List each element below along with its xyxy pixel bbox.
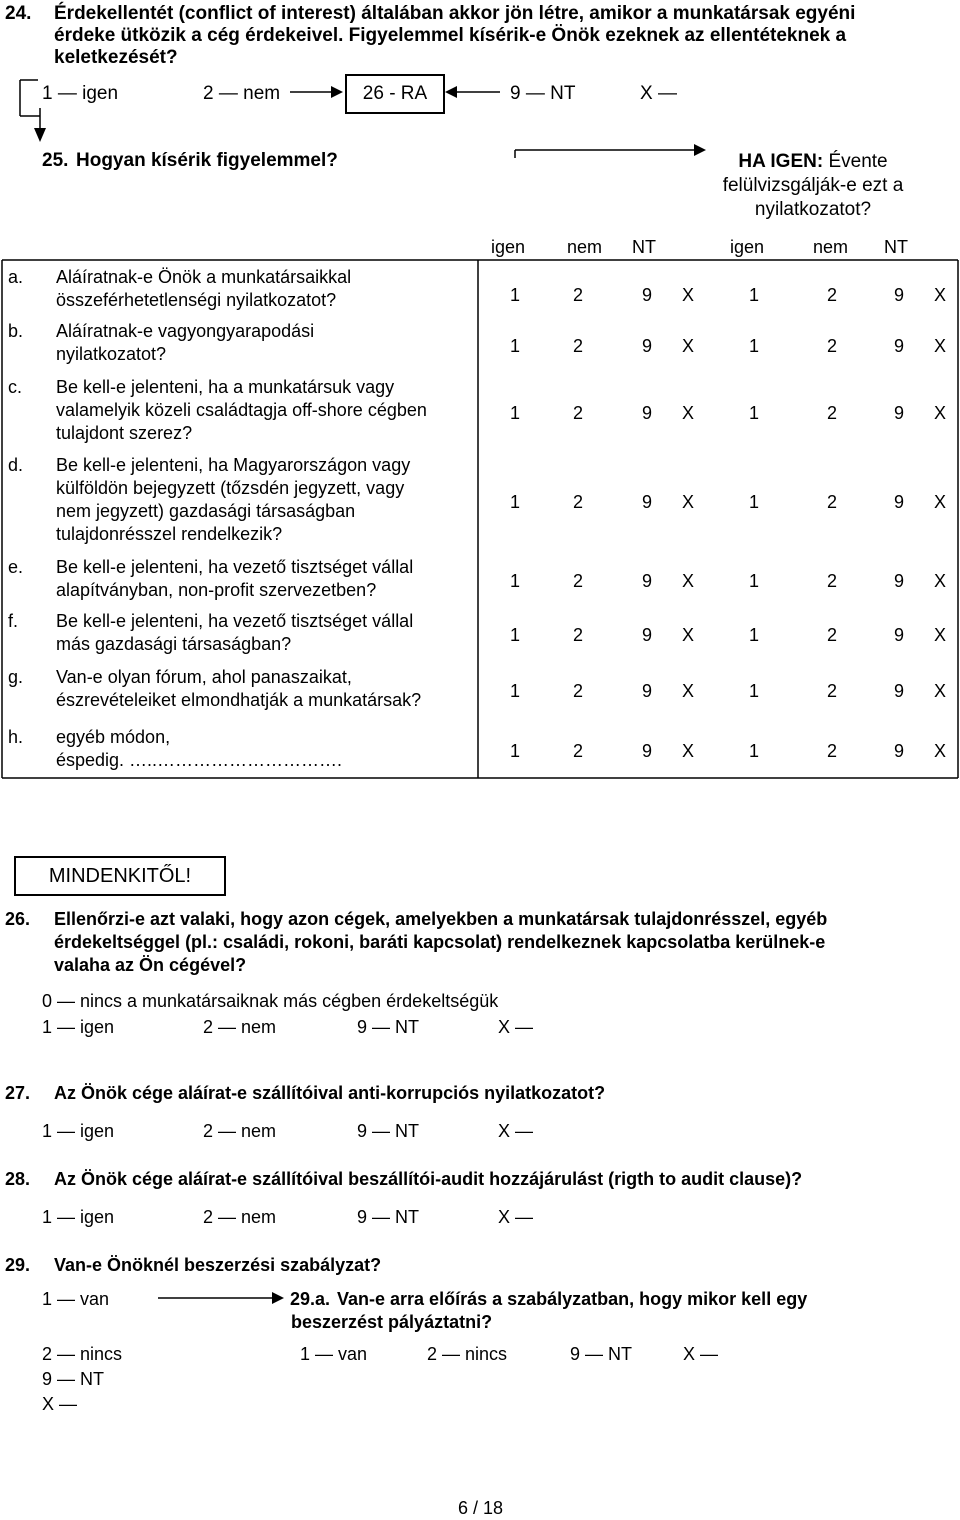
q25-item-c-line: Be kell-e jelenteni, ha a munkatársuk vagy — [56, 377, 395, 397]
q25-item-e-line: alapítványban, non-profit szervezetben? — [56, 580, 377, 600]
q29a-option-nt[interactable]: 9 — NT — [570, 1344, 633, 1364]
q25-item-g-code[interactable]: X — [933, 681, 946, 701]
q25-item-d-code[interactable]: 1 — [509, 492, 520, 512]
q25-item-c-code[interactable]: X — [933, 403, 946, 423]
q25-item-c-code[interactable]: 9 — [893, 403, 904, 423]
q25-item-h-code[interactable]: 2 — [826, 741, 837, 761]
q29-text: Van-e Önöknél beszerzési szabályzat? — [54, 1255, 382, 1275]
q29-option-nt[interactable]: 9 — NT — [42, 1369, 105, 1389]
q25-item-b-code[interactable]: X — [681, 336, 694, 356]
q24-option-nem[interactable]: 2 — nem — [203, 83, 281, 104]
q25-item-f-line: Be kell-e jelenteni, ha vezető tisztséget vállal — [56, 611, 414, 631]
q25-item-d-code[interactable]: 2 — [572, 492, 583, 512]
q25-followup-line-1: Évente — [828, 151, 888, 172]
q25-item-h-letter: h. — [8, 727, 24, 747]
q25-item-a-line: összeférhetetlenségi nyilatkozatot? — [56, 290, 337, 310]
q25-item-b-letter: b. — [8, 321, 24, 341]
q25-item-c-code[interactable]: 1 — [509, 403, 520, 423]
q27-option-igen[interactable]: 1 — igen — [42, 1121, 115, 1141]
q25-item-c-code[interactable]: 9 — [641, 403, 652, 423]
q28-option-igen[interactable]: 1 — igen — [42, 1207, 115, 1227]
q25-item-d-code[interactable]: X — [681, 492, 694, 512]
q25-item-a-line: Aláíratnak-e Önök a munkatársaikkal — [56, 267, 352, 287]
q25-item-g-code[interactable]: 2 — [572, 681, 583, 701]
q25-item-f-line: más gazdasági társaságban? — [56, 634, 292, 654]
q24-option-igen[interactable]: 1 — igen — [42, 83, 119, 104]
header-nem-1: nem — [567, 237, 603, 257]
q25-item-f-code[interactable]: 2 — [572, 625, 583, 645]
q25-item-h-code[interactable]: 9 — [893, 741, 904, 761]
q26-option-nt[interactable]: 9 — NT — [357, 1017, 420, 1037]
q24-option-x[interactable]: X — — [640, 83, 677, 104]
q25-followup-bold: HA IGEN: — [738, 151, 824, 172]
q27-text: Az Önök cége aláírat-e szállítóival anti-korrupciós nyilatkozatot? — [54, 1083, 606, 1103]
q28-text: Az Önök cége aláírat-e szállítóival beszállítói-audit hozzájárulást (rigth to audit clause)? — [54, 1169, 803, 1189]
header-nt-1: NT — [632, 237, 656, 257]
q25-item-h-code[interactable]: 2 — [572, 741, 583, 761]
q25-item-f-code[interactable]: X — [681, 625, 694, 645]
q24-option-nt[interactable]: 9 — NT — [510, 83, 576, 104]
q25-item-f-code[interactable]: 9 — [641, 625, 652, 645]
q25-item-e-line: Be kell-e jelenteni, ha vezető tisztséget vállal — [56, 557, 414, 577]
q25-item-h-code[interactable]: X — [681, 741, 694, 761]
goto-box-label: 26 - RA — [362, 83, 428, 104]
q27-option-nt[interactable]: 9 — NT — [357, 1121, 420, 1141]
q25-item-g-line: észrevételeiket elmondhatják a munkatársak? — [56, 690, 422, 710]
q28-option-nem[interactable]: 2 — nem — [203, 1207, 277, 1227]
q25-item-g-letter: g. — [8, 667, 24, 687]
q25-item-a-code[interactable]: X — [933, 285, 946, 305]
q29-number: 29. — [5, 1255, 31, 1275]
q25-item-h-code[interactable]: 9 — [641, 741, 652, 761]
q25-item-h-code[interactable]: 1 — [748, 741, 759, 761]
q24-line-1: Érdekellentét (conflict of interest) általában akkor jön létre, amikor a munkatársak egyéni — [54, 3, 856, 24]
q25-item-b-code[interactable]: 9 — [893, 336, 904, 356]
q25-item-d-letter: d. — [8, 455, 24, 475]
q25-item-h-code[interactable]: X — [933, 741, 946, 761]
q25-item-d-code[interactable]: 2 — [826, 492, 837, 512]
q26-number: 26. — [5, 909, 31, 929]
q25-item-c-code[interactable]: 2 — [572, 403, 583, 423]
q25-item-d-code[interactable]: 9 — [893, 492, 904, 512]
q27-option-x[interactable]: X — — [498, 1121, 534, 1141]
q27-option-nem[interactable]: 2 — nem — [203, 1121, 277, 1141]
q25-title: Hogyan kísérik figyelemmel? — [76, 150, 338, 171]
q25-item-e-code[interactable]: 2 — [826, 571, 837, 591]
q25-item-g-line: Van-e olyan fórum, ahol panaszaikat, — [56, 667, 352, 687]
q25-item-g-code[interactable]: 2 — [826, 681, 837, 701]
q26-option-igen[interactable]: 1 — igen — [42, 1017, 115, 1037]
q25-item-c-line: valamelyik közeli családtagja off-shore cégben — [56, 400, 427, 420]
q29-option-van[interactable]: 1 — van — [42, 1289, 110, 1309]
q29-option-x[interactable]: X — — [42, 1394, 78, 1414]
q25-item-e-letter: e. — [8, 557, 24, 577]
q29-option-nincs[interactable]: 2 — nincs — [42, 1344, 123, 1364]
mindenkitol-label: MINDENKITŐL! — [48, 865, 192, 887]
q25-item-e-code[interactable]: 2 — [572, 571, 583, 591]
q25-item-c-code[interactable]: X — [681, 403, 694, 423]
q25-item-d-code[interactable]: X — [933, 492, 946, 512]
q25-item-b-code[interactable]: 2 — [572, 336, 583, 356]
q25-item-c-code[interactable]: 2 — [826, 403, 837, 423]
q28-number: 28. — [5, 1169, 31, 1189]
q25-followup-line-2: felülvizsgálják-e ezt a — [722, 175, 904, 196]
q29a-option-nincs[interactable]: 2 — nincs — [427, 1344, 508, 1364]
q29a-line-2: beszerzést pályáztatni? — [291, 1312, 493, 1332]
q25-item-g-code[interactable]: 9 — [893, 681, 904, 701]
q25-item-a-code[interactable]: 9 — [641, 285, 652, 305]
q24-line-2: érdeke ütközik a cég érdekeivel. Figyelemmel kísérik-e Önök ezeknek az ellentéteknek a — [54, 25, 847, 46]
q26-line-3: valaha az Ön cégével? — [54, 955, 247, 975]
q25-item-c-code[interactable]: 1 — [748, 403, 759, 423]
q26-line-2: érdekeltséggel (pl.: családi, rokoni, baráti kapcsolat) rendelkeznek kapcsolatba kerülnek-e — [54, 932, 826, 952]
q25-item-h-line: éspedig. …..…………………………. — [56, 750, 343, 770]
q25-item-a-code[interactable]: 2 — [826, 285, 837, 305]
q28-option-nt[interactable]: 9 — NT — [357, 1207, 420, 1227]
goto-box — [345, 74, 445, 114]
q25-item-f-code[interactable]: 9 — [893, 625, 904, 645]
q25-item-a-code[interactable]: 9 — [893, 285, 904, 305]
q25-item-f-code[interactable]: 2 — [826, 625, 837, 645]
q25-item-c-line: tulajdont szerez? — [56, 423, 193, 443]
q25-item-e-code[interactable]: 9 — [893, 571, 904, 591]
q26-option-x[interactable]: X — — [498, 1017, 534, 1037]
q25-item-g-code[interactable]: 1 — [748, 681, 759, 701]
header-nem-2: nem — [813, 237, 849, 257]
q25-followup — [708, 150, 918, 222]
q25-item-g-code[interactable]: 9 — [641, 681, 652, 701]
q25-item-g-code[interactable]: 1 — [509, 681, 520, 701]
q25-item-a-code[interactable]: 1 — [748, 285, 759, 305]
header-nt-2: NT — [884, 237, 908, 257]
q28-option-x[interactable]: X — — [498, 1207, 534, 1227]
q25-item-f-code[interactable]: 1 — [748, 625, 759, 645]
q25-item-e-code[interactable]: 1 — [748, 571, 759, 591]
q25-item-b-line: Aláíratnak-e vagyongyarapodási — [56, 321, 315, 341]
q25-item-a-code[interactable]: 1 — [509, 285, 520, 305]
q25-item-h-line: egyéb módon, — [56, 727, 171, 747]
q25-item-a-letter: a. — [8, 267, 24, 287]
q25-item-b-code[interactable]: 2 — [826, 336, 837, 356]
q25-item-f-code[interactable]: X — [933, 625, 946, 645]
q26-option-nincs[interactable]: 0 — nincs a munkatársaiknak más cégben érdekeltségük — [42, 991, 499, 1011]
q25-item-b-code[interactable]: 1 — [509, 336, 520, 356]
q29a-number: 29.a. — [290, 1289, 331, 1309]
q27-number: 27. — [5, 1083, 31, 1103]
q25-item-c-letter: c. — [8, 377, 23, 397]
header-igen-1: igen — [491, 237, 526, 257]
q25-item-e-code[interactable]: 9 — [641, 571, 652, 591]
q24-line-3: keletkezését? — [54, 47, 178, 68]
mindenkitol-box — [14, 856, 226, 896]
q25-item-h-code[interactable]: 1 — [509, 741, 520, 761]
page-number: 6 / 18 — [458, 1498, 504, 1518]
q25-item-e-code[interactable]: 1 — [509, 571, 520, 591]
q25-item-a-code[interactable]: 2 — [572, 285, 583, 305]
header-igen-2: igen — [730, 237, 765, 257]
q25-item-d-line: tulajdonrésszel rendelkezik? — [56, 524, 283, 544]
q25-item-d-line: nem jegyzett) gazdasági társaságban — [56, 501, 356, 521]
q29a-option-x[interactable]: X — — [683, 1344, 719, 1364]
q25-item-b-code[interactable]: 9 — [641, 336, 652, 356]
q25-item-b-line: nyilatkozatot? — [56, 344, 167, 364]
q25-item-e-code[interactable]: X — [681, 571, 694, 591]
q25-item-f-code[interactable]: 1 — [509, 625, 520, 645]
q25-item-f-letter: f. — [8, 611, 19, 631]
q29a-option-van[interactable]: 1 — van — [300, 1344, 368, 1364]
q25-item-d-code[interactable]: 1 — [748, 492, 759, 512]
q25-number: 25. — [42, 150, 69, 171]
q26-option-nem[interactable]: 2 — nem — [203, 1017, 277, 1037]
q26-line-1: Ellenőrzi-e azt valaki, hogy azon cégek, amelyekben a munkatársak tulajdonrésszel, egyéb — [54, 909, 828, 929]
q25-item-a-code[interactable]: X — [681, 285, 694, 305]
q25-item-e-code[interactable]: X — [933, 571, 946, 591]
q24-number: 24. — [5, 3, 32, 24]
q25-item-b-code[interactable]: 1 — [748, 336, 759, 356]
q25-followup-line-3: nyilatkozatot? — [754, 199, 872, 220]
q25-item-d-code[interactable]: 9 — [641, 492, 652, 512]
q25-item-d-line: külföldön bejegyzett (tőzsdén jegyzett, vagy — [56, 478, 405, 498]
q25-item-b-code[interactable]: X — [933, 336, 946, 356]
q29a-line-1: Van-e arra előírás a szabályzatban, hogy mikor kell egy — [337, 1289, 808, 1309]
q25-item-d-line: Be kell-e jelenteni, ha Magyarországon vagy — [56, 455, 411, 475]
q25-item-g-code[interactable]: X — [681, 681, 694, 701]
